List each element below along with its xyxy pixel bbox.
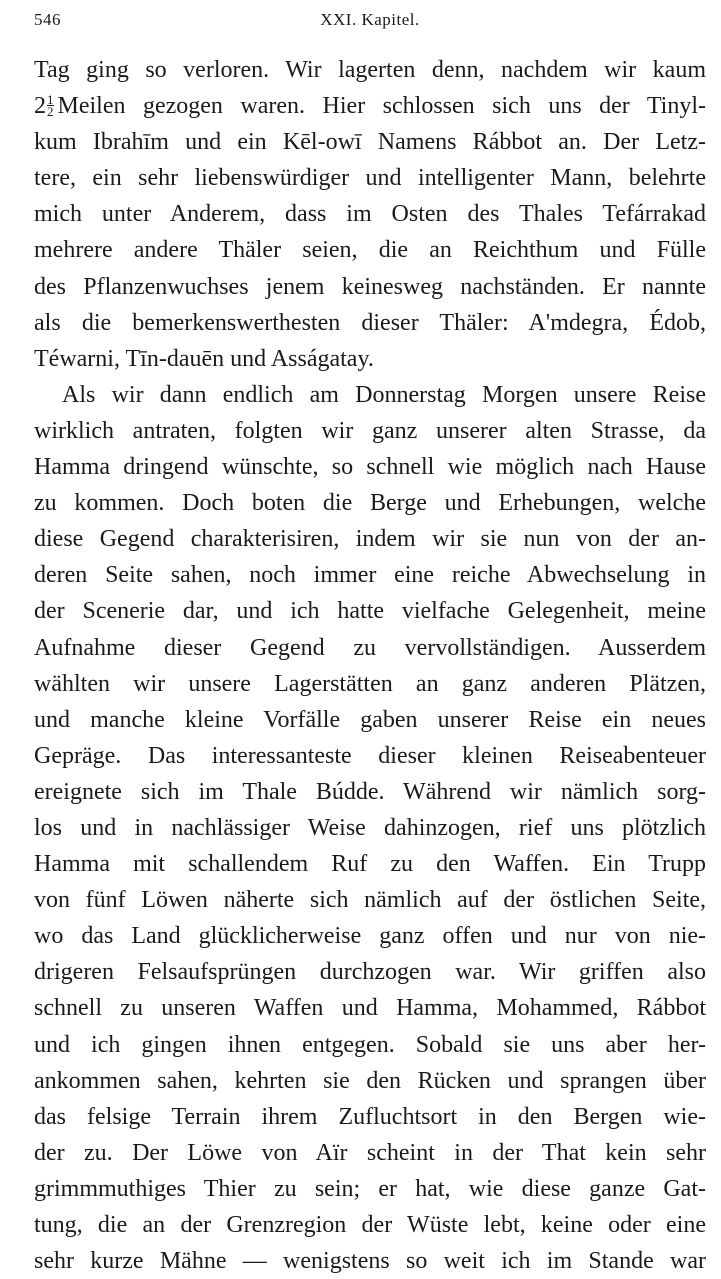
text-line: Gepräge. Das interessanteste dieser kleinen Reiseabenteuer bbox=[34, 742, 706, 769]
text-line: deren Seite sahen, noch immer eine reiche Abwechselung in bbox=[34, 562, 706, 589]
text-line: der Scenerie dar, und ich hatte vielfache Gelegenheit, meine bbox=[34, 598, 706, 625]
text-line: mehrere andere Thäler seien, die an Reichthum und Fülle bbox=[34, 237, 706, 264]
fraction-numerator: 1 bbox=[47, 92, 54, 108]
text-line-with-fraction bbox=[34, 88, 706, 124]
text-line: tung, die an der Grenzregion der Wüste lebt, keine oder eine bbox=[34, 1212, 706, 1238]
body-text bbox=[34, 52, 706, 1279]
text-line: zu kommen. Doch boten die Berge und Erhebungen, welche bbox=[34, 490, 706, 517]
text-line: schnell zu unseren Waffen und Hamma, Mohammed, Rábbot bbox=[34, 995, 706, 1022]
text-line: grimmmuthiges Thier zu sein; er hat, wie diese ganze Gat- bbox=[34, 1175, 706, 1202]
text-line: von fünf Löwen näherte sich nämlich auf der östlichen Seite, bbox=[34, 887, 706, 914]
text-line: Aufnahme dieser Gegend zu vervollständigen. Ausserdem bbox=[34, 634, 706, 661]
running-head bbox=[34, 6, 706, 32]
fraction-denominator: 2 bbox=[47, 104, 54, 120]
text-line: kum Ibrahīm und ein Kēl-owī Namens Rábbot an. Der Letz- bbox=[34, 129, 706, 156]
text-line-rest: Meilen gezogen waren. Hier schlossen sich uns der Tinyl- bbox=[57, 93, 706, 120]
text-line: Als wir dann endlich am Donnerstag Morgen unsere Reise bbox=[62, 381, 706, 408]
text-line: und manche kleine Vorfälle gaben unserer Reise ein neues bbox=[34, 706, 706, 733]
text-line: wo das Land glücklicherweise ganz offen und nur von nie- bbox=[34, 923, 706, 950]
text-line: drigeren Felsaufsprüngen durchzogen war. Wir griffen also bbox=[34, 959, 706, 986]
text-line: sehr kurze Mähne — wenigstens so weit ich im Stande war bbox=[34, 1248, 706, 1275]
text-line: Hamma dringend wünschte, so schnell wie möglich nach Hause bbox=[34, 454, 706, 481]
text-line: Tag ging so verloren. Wir lagerten denn, nachdem wir kaum bbox=[34, 57, 706, 83]
fraction-whole: 2 bbox=[34, 93, 46, 120]
text-line: tere, ein sehr liebenswürdiger und intelligenter Mann, belehrte bbox=[34, 165, 706, 192]
text-line: wählten wir unsere Lagerstätten an ganz anderen Plätzen, bbox=[34, 670, 706, 697]
text-line: los und in nachlässiger Weise dahinzogen, rief uns plötzlich bbox=[34, 814, 706, 841]
fraction bbox=[47, 92, 54, 120]
text-line: und ich gingen ihnen entgegen. Sobald sie uns aber her- bbox=[34, 1031, 706, 1058]
text-line: diese Gegend charakterisiren, indem wir sie nun von der an- bbox=[34, 526, 706, 553]
text-line: das felsige Terrain ihrem Zufluchtsort in den Bergen wie- bbox=[34, 1103, 706, 1130]
text-line: der zu. Der Löwe von Aïr scheint in der That kein sehr bbox=[34, 1139, 706, 1166]
text-line: Hamma mit schallendem Ruf zu den Waffen. Ein Trupp bbox=[34, 851, 706, 878]
text-line: Téwarni, Tīn-dauēn und Asságatay. bbox=[34, 345, 374, 372]
text-line: als die bemerkenswerthesten dieser Thäler: A'mdegra, Édob, bbox=[34, 309, 706, 336]
text-line: des Pflanzenwuchses jenem keinesweg nachständen. Er nannte bbox=[34, 273, 706, 300]
text-line: wirklich antraten, folgten wir ganz unserer alten Strasse, da bbox=[34, 417, 706, 444]
page-number: 546 bbox=[34, 10, 61, 29]
text-line: ankommen sahen, kehrten sie den Rücken und sprangen über bbox=[34, 1067, 706, 1094]
text-line: ereignete sich im Thale Búdde. Während wir nämlich sorg- bbox=[34, 778, 706, 805]
text-line: mich unter Anderem, dass im Osten des Thales Tefárrakad bbox=[34, 201, 706, 228]
chapter-title: XXI. Kapitel. bbox=[320, 10, 420, 29]
